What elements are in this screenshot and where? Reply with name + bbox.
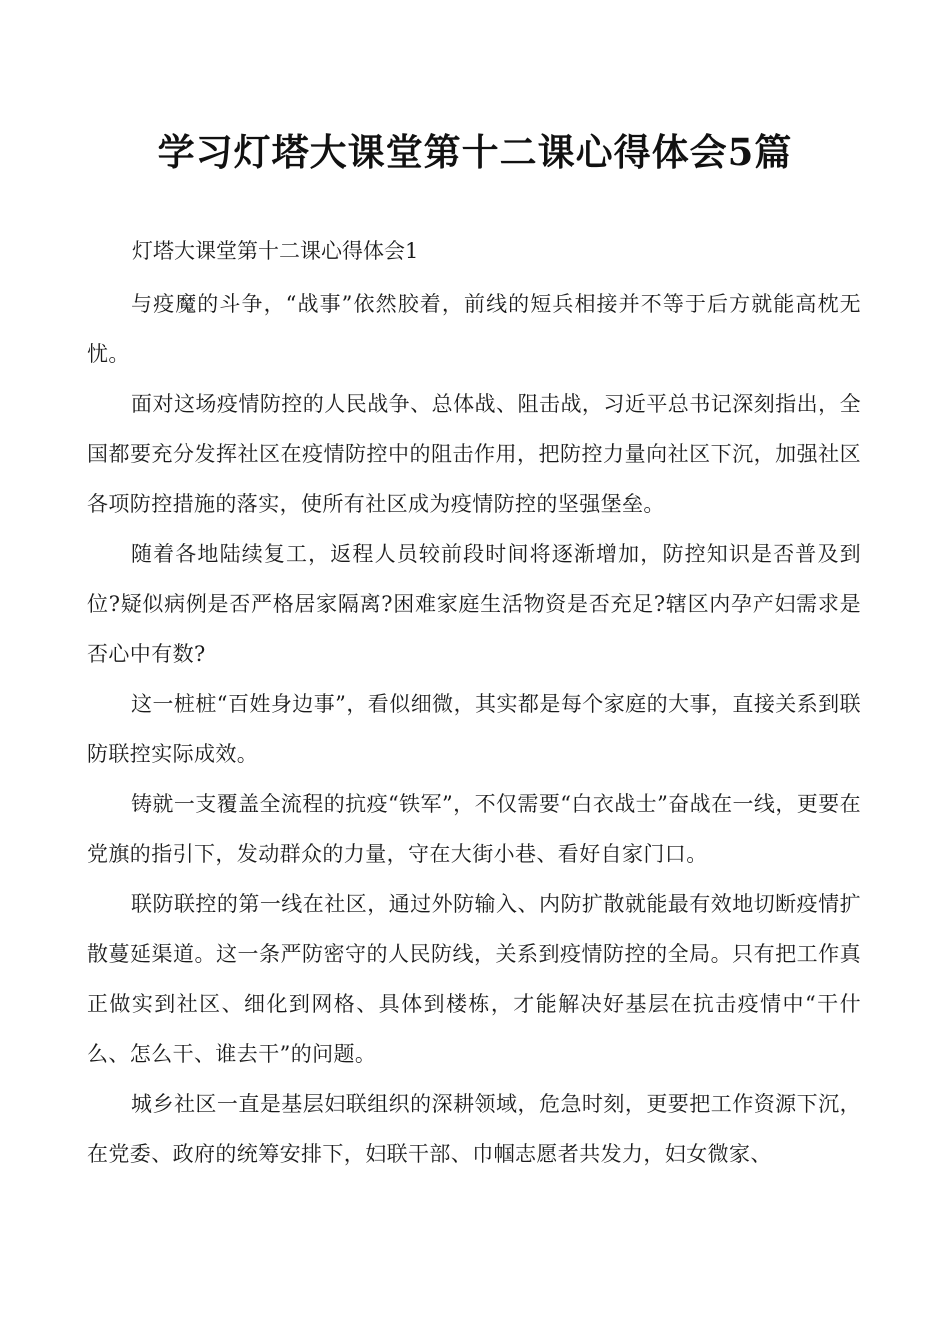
section-subheading: 灯塔大课堂第十二课心得体会1 <box>132 239 419 263</box>
body-paragraph: 与疫魔的斗争，“战事”依然胶着，前线的短兵相接并不等于后方就能高枕无忧。 <box>87 292 861 366</box>
document-title: 学习灯塔大课堂第十二课心得体会5篇 <box>157 130 793 174</box>
document-body <box>87 279 861 1179</box>
body-paragraph: 铸就一支覆盖全流程的抗疫“铁军”，不仅需要“白衣战士”奋战在一线，更要在党旗的指引下，发动群众的力量，守在大街小巷、看好自家门口。 <box>87 792 861 866</box>
body-paragraph: 联防联控的第一线在社区，通过外防输入、内防扩散就能最有效地切断疫情扩散蔓延渠道。这一条严防密守的人民防线，关系到疫情防控的全局。只有把工作真正做实到社区、细化到网格、具体到楼栋，才能解决好基层在抗击疫情中“干什么、怎么干、谁去干”的问题。 <box>87 892 861 1066</box>
body-paragraph: 面对这场疫情防控的人民战争、总体战、阻击战，习近平总书记深刻指出，全国都要充分发挥社区在疫情防控中的阻击作用，把防控力量向社区下沉，加强社区各项防控措施的落实，使所有社区成为疫情防控的坚强堡垒。 <box>87 392 861 516</box>
body-paragraph: 随着各地陆续复工，返程人员较前段时间将逐渐增加，防控知识是否普及到位?疑似病例是否严格居家隔离?困难家庭生活物资是否充足?辖区内孕产妇需求是否心中有数? <box>87 542 861 666</box>
body-paragraph: 城乡社区一直是基层妇联组织的深耕领域，危急时刻，更要把工作资源下沉，在党委、政府的统筹安排下，妇联干部、巾帼志愿者共发力，妇女微家、 <box>87 1092 861 1166</box>
body-paragraph: 这一桩桩“百姓身边事”，看似细微，其实都是每个家庭的大事，直接关系到联防联控实际成效。 <box>87 692 861 766</box>
